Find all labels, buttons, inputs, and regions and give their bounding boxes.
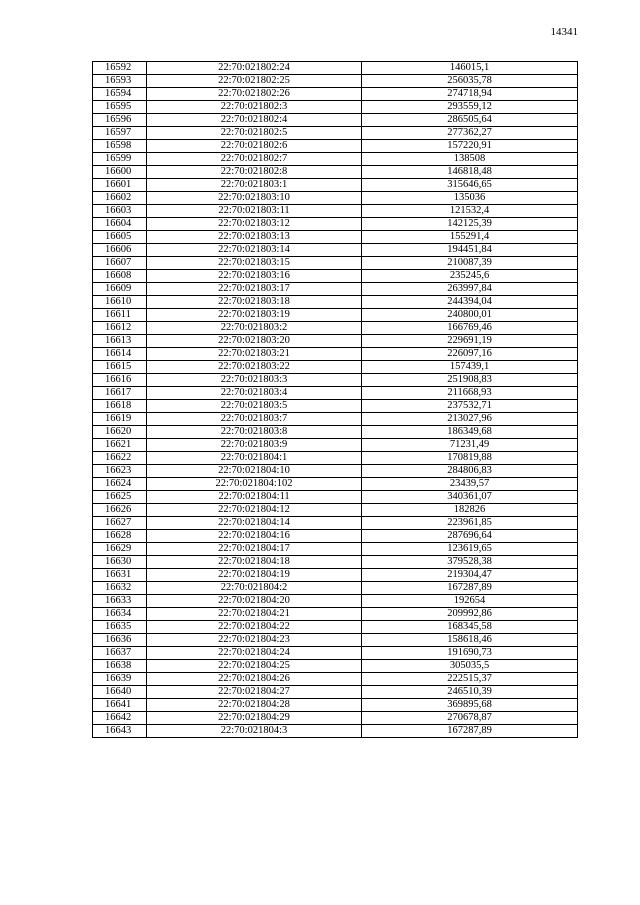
cadastral-number-cell: 22:70:021804:10 xyxy=(147,465,362,478)
row-number-cell: 16636 xyxy=(93,634,147,647)
table-row xyxy=(93,140,578,153)
cadastral-number-cell: 22:70:021803:17 xyxy=(147,283,362,296)
table-row xyxy=(93,192,578,205)
table-row xyxy=(93,400,578,413)
table-row xyxy=(93,62,578,75)
cadastral-value-cell: 219304,47 xyxy=(362,569,578,582)
table-row xyxy=(93,673,578,686)
cadastral-value-cell: 287696,64 xyxy=(362,530,578,543)
table-row xyxy=(93,348,578,361)
cadastral-number-cell: 22:70:021802:8 xyxy=(147,166,362,179)
cadastral-number-cell: 22:70:021803:18 xyxy=(147,296,362,309)
cadastral-value-cell: 277362,27 xyxy=(362,127,578,140)
row-number-cell: 16605 xyxy=(93,231,147,244)
cadastral-number-cell: 22:70:021804:17 xyxy=(147,543,362,556)
table-row xyxy=(93,608,578,621)
table-row xyxy=(93,218,578,231)
row-number-cell: 16632 xyxy=(93,582,147,595)
cadastral-value-cell: 168345,58 xyxy=(362,621,578,634)
table-row xyxy=(93,712,578,725)
cadastral-number-cell: 22:70:021803:19 xyxy=(147,309,362,322)
cadastral-number-cell: 22:70:021804:26 xyxy=(147,673,362,686)
cadastral-number-cell: 22:70:021804:12 xyxy=(147,504,362,517)
table-row xyxy=(93,387,578,400)
row-number-cell: 16643 xyxy=(93,725,147,738)
row-number-cell: 16637 xyxy=(93,647,147,660)
table-row xyxy=(93,413,578,426)
page-number: 14341 xyxy=(550,26,578,38)
table-row xyxy=(93,296,578,309)
cadastral-number-cell: 22:70:021803:20 xyxy=(147,335,362,348)
cadastral-number-cell: 22:70:021803:16 xyxy=(147,270,362,283)
table-row xyxy=(93,517,578,530)
table-row xyxy=(93,270,578,283)
row-number-cell: 16600 xyxy=(93,166,147,179)
cadastral-number-cell: 22:70:021804:25 xyxy=(147,660,362,673)
row-number-cell: 16622 xyxy=(93,452,147,465)
row-number-cell: 16630 xyxy=(93,556,147,569)
cadastral-number-cell: 22:70:021803:21 xyxy=(147,348,362,361)
cadastral-number-cell: 22:70:021803:1 xyxy=(147,179,362,192)
table-row xyxy=(93,725,578,738)
table-row xyxy=(93,205,578,218)
cadastral-number-cell: 22:70:021803:10 xyxy=(147,192,362,205)
table-row xyxy=(93,309,578,322)
cadastral-value-cell: 194451,84 xyxy=(362,244,578,257)
table-row xyxy=(93,621,578,634)
table-row xyxy=(93,101,578,114)
table-row xyxy=(93,231,578,244)
table-row xyxy=(93,465,578,478)
cadastral-value-cell: 209992,86 xyxy=(362,608,578,621)
cadastral-value-cell: 263997,84 xyxy=(362,283,578,296)
row-number-cell: 16620 xyxy=(93,426,147,439)
row-number-cell: 16599 xyxy=(93,153,147,166)
cadastral-number-cell: 22:70:021804:28 xyxy=(147,699,362,712)
cadastral-number-cell: 22:70:021802:3 xyxy=(147,101,362,114)
cadastral-number-cell: 22:70:021802:25 xyxy=(147,75,362,88)
cadastral-value-cell: 182826 xyxy=(362,504,578,517)
cadastral-value-cell: 305035,5 xyxy=(362,660,578,673)
row-number-cell: 16623 xyxy=(93,465,147,478)
row-number-cell: 16641 xyxy=(93,699,147,712)
table-row xyxy=(93,179,578,192)
cadastral-value-cell: 123619,65 xyxy=(362,543,578,556)
row-number-cell: 16629 xyxy=(93,543,147,556)
cadastral-number-cell: 22:70:021804:3 xyxy=(147,725,362,738)
row-number-cell: 16618 xyxy=(93,400,147,413)
row-number-cell: 16627 xyxy=(93,517,147,530)
row-number-cell: 16597 xyxy=(93,127,147,140)
cadastral-value-cell: 146818,48 xyxy=(362,166,578,179)
row-number-cell: 16607 xyxy=(93,257,147,270)
row-number-cell: 16614 xyxy=(93,348,147,361)
cadastral-value-cell: 157220,91 xyxy=(362,140,578,153)
table-row xyxy=(93,283,578,296)
cadastral-value-table xyxy=(92,61,578,738)
row-number-cell: 16634 xyxy=(93,608,147,621)
cadastral-value-cell: 157439,1 xyxy=(362,361,578,374)
cadastral-number-cell: 22:70:021802:26 xyxy=(147,88,362,101)
cadastral-number-cell: 22:70:021803:3 xyxy=(147,374,362,387)
row-number-cell: 16639 xyxy=(93,673,147,686)
cadastral-value-cell: 142125,39 xyxy=(362,218,578,231)
cadastral-number-cell: 22:70:021802:6 xyxy=(147,140,362,153)
row-number-cell: 16606 xyxy=(93,244,147,257)
cadastral-value-cell: 235245,6 xyxy=(362,270,578,283)
table-row xyxy=(93,374,578,387)
cadastral-number-cell: 22:70:021804:14 xyxy=(147,517,362,530)
cadastral-number-cell: 22:70:021802:7 xyxy=(147,153,362,166)
row-number-cell: 16621 xyxy=(93,439,147,452)
cadastral-number-cell: 22:70:021804:24 xyxy=(147,647,362,660)
cadastral-value-cell: 270678,87 xyxy=(362,712,578,725)
row-number-cell: 16602 xyxy=(93,192,147,205)
row-number-cell: 16603 xyxy=(93,205,147,218)
cadastral-value-cell: 191690,73 xyxy=(362,647,578,660)
cadastral-number-cell: 22:70:021804:21 xyxy=(147,608,362,621)
cadastral-value-cell: 251908,83 xyxy=(362,374,578,387)
row-number-cell: 16594 xyxy=(93,88,147,101)
cadastral-value-cell: 146015,1 xyxy=(362,62,578,75)
table-row xyxy=(93,478,578,491)
table-row xyxy=(93,647,578,660)
cadastral-number-cell: 22:70:021803:12 xyxy=(147,218,362,231)
cadastral-number-cell: 22:70:021804:18 xyxy=(147,556,362,569)
cadastral-value-cell: 166769,46 xyxy=(362,322,578,335)
row-number-cell: 16595 xyxy=(93,101,147,114)
row-number-cell: 16593 xyxy=(93,75,147,88)
cadastral-number-cell: 22:70:021804:11 xyxy=(147,491,362,504)
table-row xyxy=(93,452,578,465)
cadastral-value-cell: 379528,38 xyxy=(362,556,578,569)
cadastral-number-cell: 22:70:021804:29 xyxy=(147,712,362,725)
table-row xyxy=(93,153,578,166)
cadastral-number-cell: 22:70:021804:102 xyxy=(147,478,362,491)
cadastral-value-cell: 210087,39 xyxy=(362,257,578,270)
cadastral-number-cell: 22:70:021803:5 xyxy=(147,400,362,413)
cadastral-value-cell: 244394,04 xyxy=(362,296,578,309)
row-number-cell: 16628 xyxy=(93,530,147,543)
row-number-cell: 16635 xyxy=(93,621,147,634)
cadastral-value-cell: 237532,71 xyxy=(362,400,578,413)
table-row xyxy=(93,439,578,452)
cadastral-number-cell: 22:70:021803:8 xyxy=(147,426,362,439)
cadastral-number-cell: 22:70:021803:15 xyxy=(147,257,362,270)
cadastral-value-cell: 170819,88 xyxy=(362,452,578,465)
row-number-cell: 16638 xyxy=(93,660,147,673)
row-number-cell: 16631 xyxy=(93,569,147,582)
cadastral-value-cell: 286505,64 xyxy=(362,114,578,127)
row-number-cell: 16601 xyxy=(93,179,147,192)
row-number-cell: 16610 xyxy=(93,296,147,309)
table-row xyxy=(93,114,578,127)
cadastral-number-cell: 22:70:021804:23 xyxy=(147,634,362,647)
table-row xyxy=(93,244,578,257)
cadastral-value-cell: 369895,68 xyxy=(362,699,578,712)
cadastral-number-cell: 22:70:021804:20 xyxy=(147,595,362,608)
cadastral-value-cell: 192654 xyxy=(362,595,578,608)
cadastral-value-cell: 226097,16 xyxy=(362,348,578,361)
table-row xyxy=(93,595,578,608)
table-row xyxy=(93,530,578,543)
row-number-cell: 16592 xyxy=(93,62,147,75)
table-row xyxy=(93,504,578,517)
cadastral-value-cell: 284806,83 xyxy=(362,465,578,478)
cadastral-value-cell: 274718,94 xyxy=(362,88,578,101)
cadastral-number-cell: 22:70:021804:27 xyxy=(147,686,362,699)
table-row xyxy=(93,426,578,439)
row-number-cell: 16615 xyxy=(93,361,147,374)
cadastral-number-cell: 22:70:021803:22 xyxy=(147,361,362,374)
cadastral-value-cell: 135036 xyxy=(362,192,578,205)
table-row xyxy=(93,361,578,374)
table-row xyxy=(93,543,578,556)
cadastral-number-cell: 22:70:021803:14 xyxy=(147,244,362,257)
row-number-cell: 16619 xyxy=(93,413,147,426)
row-number-cell: 16608 xyxy=(93,270,147,283)
table-row xyxy=(93,127,578,140)
cadastral-value-cell: 167287,89 xyxy=(362,582,578,595)
row-number-cell: 16616 xyxy=(93,374,147,387)
cadastral-value-cell: 240800,01 xyxy=(362,309,578,322)
table-row xyxy=(93,75,578,88)
row-number-cell: 16640 xyxy=(93,686,147,699)
table-row xyxy=(93,582,578,595)
row-number-cell: 16642 xyxy=(93,712,147,725)
cadastral-value-cell: 223961,85 xyxy=(362,517,578,530)
table-row xyxy=(93,660,578,673)
row-number-cell: 16611 xyxy=(93,309,147,322)
cadastral-value-cell: 23439,57 xyxy=(362,478,578,491)
cadastral-number-cell: 22:70:021803:11 xyxy=(147,205,362,218)
cadastral-value-cell: 256035,78 xyxy=(362,75,578,88)
cadastral-value-cell: 222515,37 xyxy=(362,673,578,686)
row-number-cell: 16613 xyxy=(93,335,147,348)
cadastral-number-cell: 22:70:021803:9 xyxy=(147,439,362,452)
cadastral-number-cell: 22:70:021803:13 xyxy=(147,231,362,244)
table-row xyxy=(93,166,578,179)
table-row xyxy=(93,634,578,647)
cadastral-value-cell: 71231,49 xyxy=(362,439,578,452)
cadastral-number-cell: 22:70:021803:2 xyxy=(147,322,362,335)
cadastral-value-cell: 138508 xyxy=(362,153,578,166)
table-row xyxy=(93,322,578,335)
cadastral-value-cell: 158618,46 xyxy=(362,634,578,647)
cadastral-value-cell: 121532,4 xyxy=(362,205,578,218)
cadastral-number-cell: 22:70:021804:16 xyxy=(147,530,362,543)
row-number-cell: 16604 xyxy=(93,218,147,231)
cadastral-number-cell: 22:70:021802:5 xyxy=(147,127,362,140)
cadastral-value-cell: 167287,89 xyxy=(362,725,578,738)
table-row xyxy=(93,335,578,348)
table-body xyxy=(93,62,578,738)
cadastral-value-cell: 213027,96 xyxy=(362,413,578,426)
cadastral-value-cell: 293559,12 xyxy=(362,101,578,114)
table-row xyxy=(93,686,578,699)
cadastral-number-cell: 22:70:021803:7 xyxy=(147,413,362,426)
table-row xyxy=(93,491,578,504)
table-row xyxy=(93,257,578,270)
cadastral-number-cell: 22:70:021802:24 xyxy=(147,62,362,75)
row-number-cell: 16609 xyxy=(93,283,147,296)
row-number-cell: 16625 xyxy=(93,491,147,504)
cadastral-number-cell: 22:70:021804:19 xyxy=(147,569,362,582)
cadastral-value-cell: 246510,39 xyxy=(362,686,578,699)
row-number-cell: 16612 xyxy=(93,322,147,335)
cadastral-number-cell: 22:70:021803:4 xyxy=(147,387,362,400)
row-number-cell: 16633 xyxy=(93,595,147,608)
cadastral-number-cell: 22:70:021804:2 xyxy=(147,582,362,595)
cadastral-number-cell: 22:70:021804:1 xyxy=(147,452,362,465)
row-number-cell: 16596 xyxy=(93,114,147,127)
cadastral-value-cell: 340361,07 xyxy=(362,491,578,504)
cadastral-value-cell: 155291,4 xyxy=(362,231,578,244)
row-number-cell: 16598 xyxy=(93,140,147,153)
cadastral-value-cell: 315646,65 xyxy=(362,179,578,192)
row-number-cell: 16626 xyxy=(93,504,147,517)
cadastral-value-cell: 229691,19 xyxy=(362,335,578,348)
cadastral-value-cell: 211668,93 xyxy=(362,387,578,400)
table-row xyxy=(93,556,578,569)
table-row xyxy=(93,88,578,101)
table-row xyxy=(93,699,578,712)
row-number-cell: 16624 xyxy=(93,478,147,491)
cadastral-value-cell: 186349,68 xyxy=(362,426,578,439)
row-number-cell: 16617 xyxy=(93,387,147,400)
table-row xyxy=(93,569,578,582)
cadastral-number-cell: 22:70:021802:4 xyxy=(147,114,362,127)
cadastral-number-cell: 22:70:021804:22 xyxy=(147,621,362,634)
